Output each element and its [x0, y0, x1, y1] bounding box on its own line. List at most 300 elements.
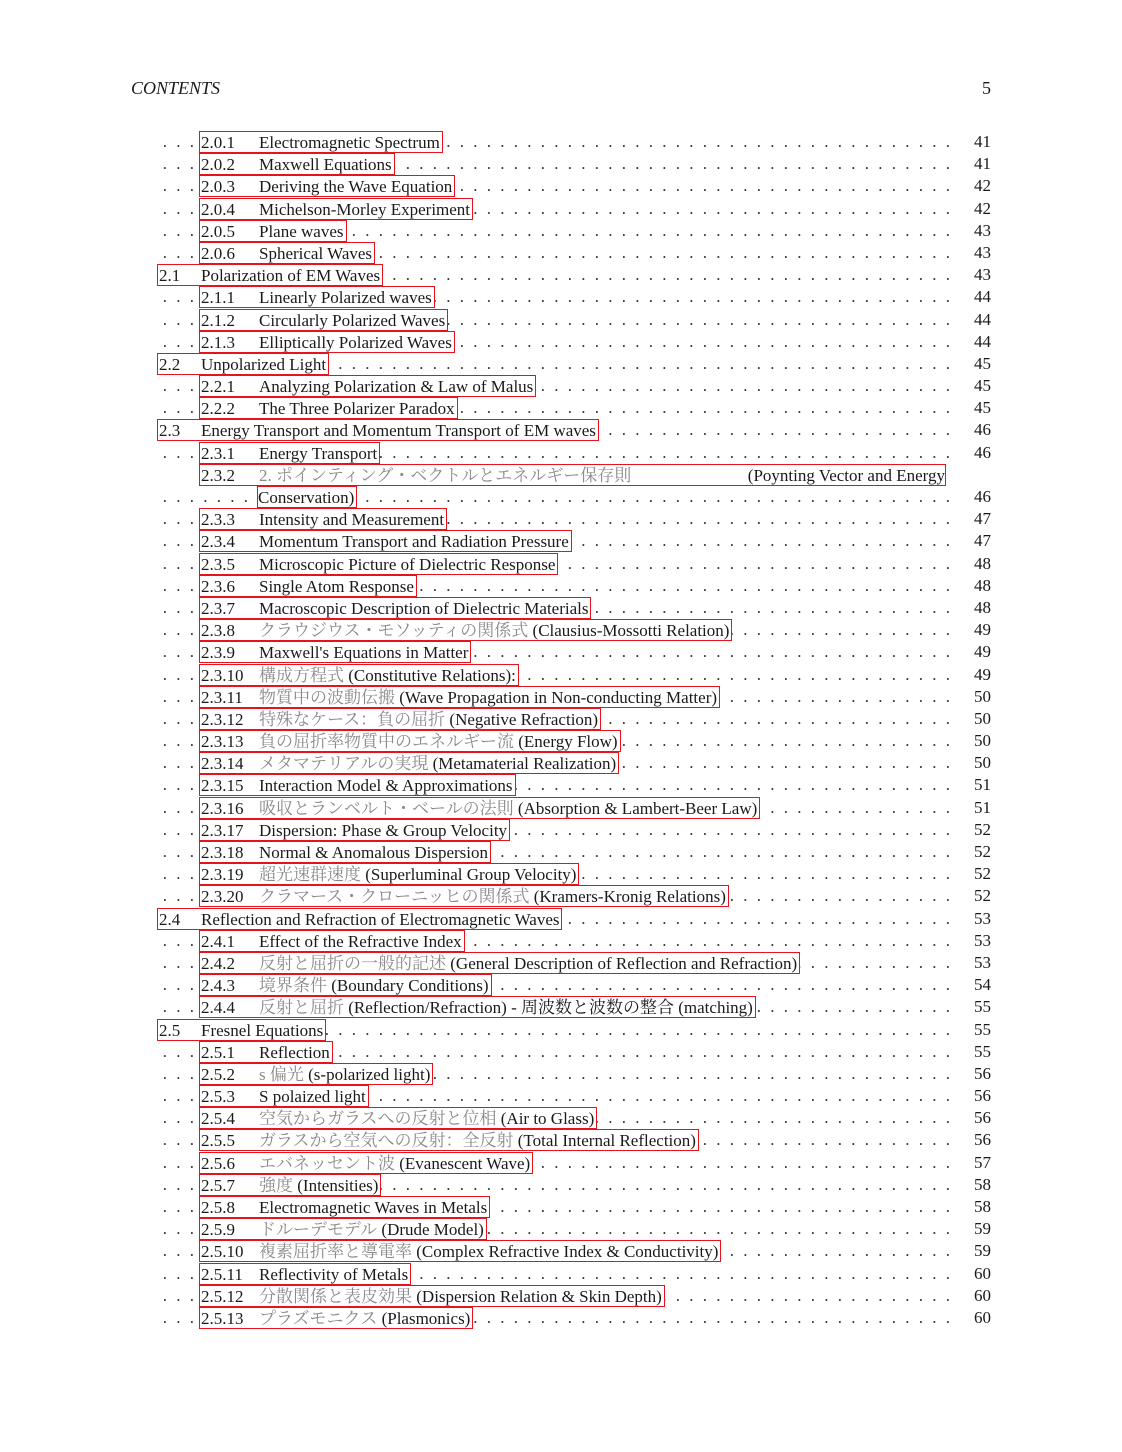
toc-entry — [0, 597, 1122, 619]
toc-entry-title-english: (Air to Glass) — [500, 1109, 595, 1129]
toc-entry-title — [259, 221, 344, 243]
toc-entry-title-english: Circularly Polarized Waves — [259, 310, 446, 330]
toc-entry-title-english: (Dispersion Relation & Skin Depth) — [416, 1286, 662, 1306]
toc-link[interactable] — [199, 464, 946, 486]
toc-entry-number: 2.3.14 — [201, 754, 244, 774]
toc-entry-title — [259, 1153, 530, 1175]
toc-link[interactable] — [199, 930, 465, 952]
toc-entry-title — [259, 931, 462, 953]
toc-entry — [0, 1307, 1122, 1329]
toc-entry-title-english: (Drude Model) — [381, 1220, 484, 1240]
toc-entry-page: 53 — [974, 930, 991, 950]
toc-entry-title — [259, 154, 392, 176]
toc-entry-number: 2.3.9 — [201, 643, 235, 663]
toc-entry-page: 52 — [974, 886, 991, 906]
toc-entry — [0, 1263, 1122, 1285]
toc-entry-number: 2.3.12 — [201, 709, 244, 729]
toc-entry-number: 2.0.2 — [201, 155, 235, 175]
toc-entry-title — [259, 642, 468, 664]
toc-entry-page: 60 — [974, 1263, 991, 1283]
toc-entry-title — [259, 798, 757, 820]
toc-entry-title-english: (Complex Refractive Index & Conductivity) — [416, 1242, 719, 1262]
toc-entry-title-english: Plane waves — [259, 221, 344, 241]
toc-entry-page: 50 — [974, 708, 991, 728]
toc-entry — [0, 220, 1122, 242]
toc-entry-title — [259, 576, 414, 598]
toc-entry — [0, 1174, 1122, 1196]
toc-entry-page: 59 — [974, 1219, 991, 1239]
toc-link[interactable] — [199, 841, 491, 863]
toc-entry-title-english: Polarization of EM Waves — [201, 266, 381, 286]
toc-entry-title-english: The Three Polarizer Paradox — [259, 399, 455, 419]
toc-entry-page: 56 — [974, 1130, 991, 1150]
toc-entry-title — [259, 554, 555, 576]
toc-entry-page: 56 — [974, 1108, 991, 1128]
toc-entry — [0, 530, 1122, 552]
toc-entry-number: 2.0.1 — [201, 133, 235, 152]
toc-entry-title-japanese: ドルーデモデル — [259, 1220, 378, 1240]
toc-link[interactable] — [199, 153, 395, 175]
toc-entry-title-english: Unpolarized Light — [201, 354, 327, 374]
toc-entry-number: 2.3.5 — [201, 554, 235, 574]
toc-entry-page: 55 — [974, 1019, 991, 1039]
toc-entry-number: 2.3.16 — [201, 798, 244, 818]
toc-entry — [0, 952, 1122, 974]
toc-entry-title-japanese: クラマース・クローニッヒの関係式 — [259, 887, 530, 907]
toc-entry — [0, 198, 1122, 220]
toc-entry-title-english: (Reflection/Refraction) - 周波数と波数の整合 (matching) — [348, 998, 753, 1018]
toc-entry-page: 50 — [974, 753, 991, 773]
toc-entry-number: 2.3 — [159, 421, 181, 441]
toc-entry-page: 48 — [974, 553, 991, 573]
toc-entry-title — [259, 531, 569, 553]
toc-entry-title-english: (Constitutive Relations): — [348, 665, 516, 685]
toc-entry-title — [259, 620, 729, 642]
toc-entry-title — [259, 820, 507, 842]
toc-link[interactable] — [199, 397, 458, 419]
toc-entry — [0, 1063, 1122, 1085]
toc-entry — [0, 1152, 1122, 1174]
toc-entry-title-english: Maxwell's Equations in Matter — [259, 643, 469, 663]
toc-link[interactable] — [199, 974, 492, 996]
toc-link[interactable] — [199, 1285, 665, 1307]
toc-entry-title-japanese: 物質中の波動伝搬 — [259, 687, 395, 707]
toc-entry-number: 2.3.8 — [201, 621, 235, 641]
toc-entry-number: 2.2.1 — [201, 377, 235, 397]
toc-entry-title — [259, 886, 726, 908]
toc-entry-number: 2.3.13 — [201, 732, 244, 752]
toc-entry-number: 2.0.6 — [201, 243, 235, 263]
toc-entry-title — [259, 443, 377, 465]
toc-link[interactable] — [199, 708, 601, 730]
toc-entry — [0, 1129, 1122, 1151]
toc-entry-title — [259, 332, 452, 354]
toc-link[interactable] — [199, 1174, 381, 1196]
toc-entry-page: 52 — [974, 864, 991, 884]
toc-entry-page: 47 — [974, 509, 991, 529]
toc-entry-title-english: Maxwell Equations — [259, 155, 392, 175]
toc-entry-title-english: Deriving the Wave Equation — [259, 177, 453, 197]
toc-entry-title — [259, 997, 753, 1019]
toc-entry-title-english: Reflection and Refraction of Electromagnetic Waves — [201, 909, 560, 929]
toc-entry-number: 2.0.4 — [201, 199, 235, 219]
toc-entry-title-english: Single Atom Response — [259, 576, 414, 596]
toc-entry-title-japanese: 反射と屈折 — [259, 998, 344, 1018]
toc-entry-number: 2.3.2 — [201, 465, 235, 485]
toc-entry-page: 46 — [974, 442, 991, 462]
toc-entry-title-english: (Energy Flow) — [518, 732, 618, 752]
toc-entry-title-english: Interaction Model & Approximations — [259, 776, 513, 796]
toc-link[interactable] — [199, 619, 732, 641]
toc-entry — [0, 1019, 1122, 1041]
running-head-page-number: 5 — [982, 78, 991, 98]
toc-entry — [0, 730, 1122, 752]
toc-entry-page: 57 — [974, 1152, 991, 1172]
toc-entry — [0, 397, 1122, 419]
toc-link[interactable] — [199, 530, 572, 552]
toc-entry-number: 2.5.12 — [201, 1286, 244, 1306]
toc-link[interactable] — [199, 1107, 597, 1129]
toc-entry — [0, 131, 1122, 153]
toc-entry-title-japanese: ガラスから空気への反射：全反射 — [259, 1131, 514, 1151]
toc-link[interactable] — [199, 309, 448, 331]
toc-link[interactable] — [199, 774, 516, 796]
toc-entry-page: 42 — [974, 176, 991, 196]
toc-entry — [0, 619, 1122, 641]
toc-entry — [0, 1240, 1122, 1262]
toc-entry-title — [259, 731, 618, 753]
toc-entry — [0, 996, 1122, 1018]
toc-entry-title-english: Linearly Polarized waves — [259, 288, 432, 308]
toc-link[interactable] — [199, 664, 519, 686]
toc-link[interactable] — [199, 819, 510, 841]
toc-entry-number: 2.1.2 — [201, 310, 235, 330]
toc-entry-page: 60 — [974, 1307, 991, 1327]
toc-entry-title-english: Microscopic Picture of Dielectric Response — [259, 554, 556, 574]
toc-entry — [0, 1107, 1122, 1129]
toc-link[interactable] — [199, 1307, 473, 1329]
toc-entry-page: 55 — [974, 997, 991, 1017]
toc-link[interactable] — [199, 175, 455, 197]
toc-entry-page: 53 — [974, 908, 991, 928]
toc-entry — [0, 575, 1122, 597]
toc-link[interactable] — [199, 198, 473, 220]
toc-entry-title — [259, 598, 588, 620]
toc-entry-number: 2.2.2 — [201, 399, 235, 419]
toc-entry-number: 2.0.5 — [201, 221, 235, 241]
toc-link[interactable] — [199, 242, 375, 264]
toc-entry-title-english: Energy Transport and Momentum Transport of EM waves — [201, 421, 596, 441]
toc-entry-title — [259, 1286, 662, 1308]
toc-entry-title — [259, 1108, 594, 1130]
toc-entry — [0, 774, 1122, 796]
toc-entry-number: 2.3.1 — [201, 443, 235, 463]
toc-link[interactable] — [199, 575, 417, 597]
toc-entry-title — [259, 842, 488, 864]
toc-link[interactable] — [199, 952, 800, 974]
toc-link[interactable] — [199, 1129, 699, 1151]
toc-link[interactable] — [157, 1019, 326, 1041]
toc-entry-title-english: Reflectivity of Metals — [259, 1264, 409, 1284]
toc-entry — [0, 1085, 1122, 1107]
toc-entry-title-english: Normal & Anomalous Dispersion — [259, 843, 489, 863]
toc-link[interactable] — [199, 1218, 487, 1240]
toc-entry-title — [259, 975, 489, 997]
toc-link-continuation[interactable] — [257, 486, 357, 508]
running-head-title: CONTENTS — [131, 78, 221, 98]
toc-link[interactable] — [199, 686, 720, 708]
toc-entry-title-english: (Superluminal Group Velocity) — [365, 865, 577, 885]
toc-entry-number: 2.5.10 — [201, 1242, 244, 1262]
toc-entry-title-english: (Poynting Vector and Energy — [747, 465, 945, 485]
toc-entry-title-english: S polaized light — [259, 1087, 366, 1107]
toc-entry-page: 43 — [974, 242, 991, 262]
toc-link[interactable] — [199, 1240, 721, 1262]
toc-entry-title — [259, 310, 445, 332]
toc-entry-title-japanese: クラウジウス・モソッティの関係式 — [259, 621, 529, 641]
toc-entry-number: 2.4 — [159, 909, 181, 929]
toc-entry-title-english: (Metamaterial Realization) — [432, 754, 617, 774]
toc-entry-page: 49 — [974, 664, 991, 684]
toc-entry-number: 2.1.3 — [201, 332, 235, 352]
toc-entry — [0, 885, 1122, 907]
toc-entry-title — [259, 1086, 366, 1108]
toc-entry-title-japanese: 負の屈折率物質中のエネルギー流 — [259, 732, 514, 752]
toc-entry-number: 2.3.4 — [201, 532, 235, 552]
toc-entry-page: 55 — [974, 1041, 991, 1061]
toc-entry-title — [259, 398, 455, 420]
toc-entry-title — [201, 354, 326, 376]
toc-entry-number: 2.5.4 — [201, 1109, 235, 1129]
toc-entry-number: 2.5.13 — [201, 1308, 244, 1328]
toc-entry-title-english: (Total Internal Reflection) — [517, 1131, 696, 1151]
toc-entry-page: 54 — [974, 975, 991, 995]
toc-entry-number: 2.3.3 — [201, 510, 235, 530]
toc-entry-number: 2.3.18 — [201, 843, 244, 863]
toc-entry-page: 44 — [974, 287, 991, 307]
toc-entry-number: 2.2 — [159, 354, 181, 374]
toc-link[interactable] — [199, 996, 756, 1018]
toc-entry — [0, 863, 1122, 885]
toc-entry-number: 2.5.8 — [201, 1198, 235, 1218]
toc-entry — [0, 797, 1122, 819]
toc-entry-number: 2.5.7 — [201, 1175, 235, 1195]
toc-entry — [0, 1041, 1122, 1063]
toc-entry-title-english: Intensity and Measurement — [259, 510, 445, 530]
toc-entry-number: 2.0.3 — [201, 177, 235, 197]
toc-entry-title — [259, 376, 533, 398]
toc-entry-title-japanese: 境界条件 — [259, 976, 327, 996]
toc-link[interactable] — [157, 908, 562, 930]
toc-entry-number: 2.4.2 — [201, 953, 235, 973]
toc-entry-title — [259, 509, 444, 531]
toc-entry-title-english: Effect of the Refractive Index — [259, 931, 462, 951]
toc-entry-page: 53 — [974, 952, 991, 972]
toc-entry-page: 47 — [974, 531, 991, 551]
toc-link[interactable] — [199, 885, 729, 907]
toc-entry — [0, 841, 1122, 863]
toc-link[interactable] — [199, 1152, 533, 1174]
toc-entry-title — [259, 753, 616, 775]
toc-link[interactable] — [199, 331, 455, 353]
toc-entry-number: 2.5.11 — [201, 1264, 243, 1284]
toc-entry-page: 45 — [974, 376, 991, 396]
toc-entry-title — [259, 864, 576, 886]
toc-entry-page: 56 — [974, 1063, 991, 1083]
toc-entry-number: 2.3.17 — [201, 820, 244, 840]
toc-link[interactable] — [199, 286, 435, 308]
toc-link[interactable] — [199, 1041, 333, 1063]
toc-entry — [0, 930, 1122, 952]
toc-link[interactable] — [199, 131, 443, 153]
toc-entry-page: 45 — [974, 398, 991, 418]
toc-entry-title-japanese: 空気からガラスへの反射と位相 — [259, 1109, 497, 1129]
toc-entry-title-japanese: 特殊なケース：負の屈折 — [259, 709, 446, 729]
toc-entry — [0, 175, 1122, 197]
toc-entry-title — [259, 1241, 718, 1263]
toc-entry-title-english: Electromagnetic Spectrum — [259, 133, 440, 152]
toc-link[interactable] — [199, 1196, 490, 1218]
toc-entry — [0, 309, 1122, 331]
toc-entry — [0, 508, 1122, 530]
toc-entry-number: 2.5.3 — [201, 1087, 235, 1107]
toc-entry-title-continuation: Conservation) — [258, 488, 355, 507]
toc-link[interactable] — [157, 353, 329, 375]
toc-link[interactable] — [199, 797, 760, 819]
toc-link[interactable] — [199, 752, 619, 774]
toc-entry — [0, 686, 1122, 708]
toc-link[interactable] — [199, 220, 347, 242]
toc-entry-title-japanese: メタマテリアルの実現 — [259, 754, 429, 774]
toc-entry-title-english: (Absorption & Lambert-Beer Law) — [517, 798, 758, 818]
toc-entry — [0, 1196, 1122, 1218]
toc-entry-title-japanese: 複素屈折率と導電率 — [259, 1242, 412, 1262]
toc-entry-page: 46 — [974, 487, 991, 506]
toc-link[interactable] — [157, 419, 599, 441]
toc-link[interactable] — [199, 1263, 411, 1285]
toc-entry — [0, 908, 1122, 930]
toc-entry-title-english: Reflection — [259, 1042, 330, 1062]
toc-entry — [0, 419, 1122, 441]
toc-entry-title-english: Fresnel Equations — [201, 1020, 324, 1040]
toc-entry — [0, 464, 1122, 508]
toc-entry-page: 42 — [974, 198, 991, 218]
toc-entry-title-english: (Wave Propagation in Non-conducting Matter) — [399, 687, 718, 707]
toc-entry — [0, 353, 1122, 375]
toc-entry-page: 58 — [974, 1197, 991, 1217]
toc-entry — [0, 375, 1122, 397]
toc-entry-title-japanese: 超光速群速度 — [259, 865, 361, 885]
toc-link[interactable] — [199, 1063, 433, 1085]
toc-entry-title-japanese: エバネッセント波 — [259, 1153, 395, 1173]
toc-entry — [0, 819, 1122, 841]
toc-entry-title — [259, 1264, 408, 1286]
toc-entry-page: 51 — [974, 775, 991, 795]
toc-entry-title — [259, 176, 452, 198]
toc-entry-title — [259, 199, 470, 221]
toc-link[interactable] — [199, 1085, 369, 1107]
toc-entry-title — [201, 1020, 323, 1042]
toc-entry-number: 2.4.1 — [201, 931, 235, 951]
toc-entry-title — [259, 287, 432, 309]
toc-entry-title — [201, 909, 559, 931]
toc-entry-title — [259, 953, 797, 975]
toc-entry — [0, 664, 1122, 686]
toc-entry-title-english: Elliptically Polarized Waves — [259, 332, 452, 352]
toc-link[interactable] — [199, 375, 536, 397]
toc-entry-page: 46 — [974, 420, 991, 440]
toc-entry — [0, 752, 1122, 774]
toc-link[interactable] — [199, 553, 558, 575]
toc-entry-number: 2.5.6 — [201, 1153, 235, 1173]
toc-entry-title — [259, 1130, 696, 1152]
toc-entry-title — [259, 665, 516, 687]
toc-entry-title — [259, 1064, 430, 1086]
toc-entry-title-english: Spherical Waves — [259, 243, 373, 263]
toc-entry-page: 49 — [974, 620, 991, 640]
toc-entry-page: 59 — [974, 1241, 991, 1261]
toc-entry-number: 2.5.1 — [201, 1042, 235, 1062]
toc-link[interactable] — [199, 597, 591, 619]
toc-entry-title — [259, 243, 372, 265]
toc-entry-title — [259, 1308, 470, 1330]
toc-entry-title — [201, 265, 380, 287]
toc-link[interactable] — [199, 730, 621, 752]
toc-entry-page: 45 — [974, 353, 991, 373]
toc-entry-page: 60 — [974, 1285, 991, 1305]
toc-entry — [0, 286, 1122, 308]
toc-entry-title — [201, 420, 596, 442]
toc-entry-title — [259, 709, 598, 731]
toc-entry-number: 2.5.2 — [201, 1064, 235, 1084]
toc-entry-title-english: (Plasmonics) — [381, 1308, 471, 1328]
toc-entry-title-english: Energy Transport — [259, 443, 378, 463]
toc-entry-title-english: (Negative Refraction) — [449, 709, 599, 729]
toc-entry-number: 2.3.7 — [201, 598, 235, 618]
toc-entry-page: 43 — [974, 220, 991, 240]
toc-link[interactable] — [199, 508, 447, 530]
toc-entry-title-english: Macroscopic Description of Dielectric Materials — [259, 598, 589, 618]
toc-entry-title-english: Michelson-Morley Experiment — [259, 199, 471, 219]
toc-entry-title — [259, 687, 717, 709]
toc-entry — [0, 641, 1122, 663]
toc-entry-title-japanese: 分散関係と表皮効果 — [259, 1286, 412, 1306]
toc-link[interactable] — [199, 863, 579, 885]
toc-entry-number: 2.4.3 — [201, 976, 235, 996]
toc-link[interactable] — [157, 264, 383, 286]
toc-entry — [0, 331, 1122, 353]
toc-entry-title-japanese: 吸収とランベルト・ベールの法則 — [259, 798, 514, 818]
toc-entry-title-english: (s-polarized light) — [308, 1064, 431, 1084]
toc-entry-title-japanese: s 偏光 — [259, 1064, 304, 1084]
toc-entry-page: 52 — [974, 842, 991, 862]
toc-entry-number: 2.5 — [159, 1020, 181, 1040]
toc-entry-title-english: (General Description of Reflection and Refraction) — [450, 953, 798, 973]
toc-entry-title — [259, 1197, 487, 1219]
toc-entry-number: 2.5.5 — [201, 1131, 235, 1151]
toc-entry-number: 2.1 — [159, 266, 181, 286]
toc-link[interactable] — [199, 442, 380, 464]
toc-entry-page: 50 — [974, 731, 991, 751]
running-head — [131, 78, 991, 102]
toc-entry-page: 48 — [974, 575, 991, 595]
toc-link[interactable] — [199, 641, 471, 663]
toc-entry-title-english: Momentum Transport and Radiation Pressure — [259, 532, 569, 552]
toc-entry-page: 51 — [974, 797, 991, 817]
toc-entry-number: 2.3.20 — [201, 887, 244, 907]
toc-entry — [0, 442, 1122, 464]
toc-entry-title — [259, 1175, 378, 1197]
